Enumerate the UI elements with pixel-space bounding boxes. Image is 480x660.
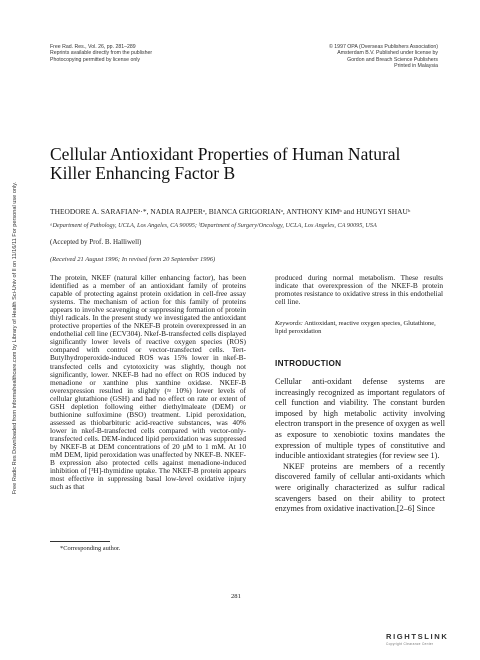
intro-paragraph: NKEF proteins are members of a recently discovered family of cellular anti-oxidants which were originally characterized as sulfur radical scavengers based on their ability to protect enzymes from oxidative inactivation.[2–6] Since	[275, 461, 445, 514]
footnote: *Corresponding author.	[60, 545, 121, 552]
photocopy-note: Photocopying permitted by license only	[50, 56, 140, 63]
keywords	[275, 320, 443, 335]
accepted-by: (Accepted by Prof. B. Halliwell)	[50, 238, 142, 246]
license-line: Amsterdam B.V. Published under license by	[337, 50, 438, 57]
publisher-line: Gordon and Breach Science Publishers	[347, 56, 438, 63]
reprints-note: Reprints available directly from the publisher	[50, 50, 153, 57]
author-list: THEODORE A. SARAFIANᵃ·*, NADIA RAJPERᵃ, BIANCA GRIGORIANᵃ, ANTHONY KIMᵇ and HUNGYI SHAUᵇ	[50, 207, 411, 216]
footnote-rule	[50, 541, 110, 542]
abstract-continued: produced during normal metabolism. These results indicate that overexpression of the NKEF-B protein promotes resistance to oxidative stress in this endothelial cell line.	[275, 273, 443, 307]
abstract-text: The protein, NKEF (natural killer enhancing factor), has been identified as a member of an antioxidant family of proteins capable of protecting against protein oxidation in cell-free assay systems. The mechanism of action for this family of proteins appears to involve scavenging or suppressing formation of protein thiyl radicals. In the present study we investigated the antioxidant protective properties of the NKEF-B protein overexpressed in an endothelial cell line (ECV304). Nkef-B-transfected cells displayed significantly lower levels of reactive oxygen species (ROS) compared with control or vector-transfected cells. Tert-Butylhydroperoxide-induced ROS was 15% lower in nkef-B-transfected cells and cytotoxicity was slightly, though not significantly, lower. NKEF-B had no effect on ROS induced by menadione or xanthine plus xanthine oxidase. NKEF-B overexpression resulted in slightly (≈ 10%) lower levels of cellular glutathione (GSH) and had no effect on rate or extent of GSH depletion following either diethylmaleate (DEM) or buthionine sulfoximine (BSO) treatment. Lipid peroxidation, assessed as thiobarbituric acid-reactive substances, was 40% lower in nkef-B-transfected cells compared with vector-only-transfected cells. DEM-induced lipid peroxidation was suppressed by NKEF-B at DEM concentrations of 20 µM to 1 mM. At 10 mM DEM, lipid peroxidation was unaffected by NKEF-B. NKEF-B expression also protected cells against menadione-induced inhibition of [³H]-thymidine uptake. The NKEF-B protein appears most effective in suppressing basal low-level oxidative injury such as that	[50, 273, 246, 492]
download-notice: Free Radic Res Downloaded from informahealthcare.com by Library of Health Sci-Univ of Il on 11/16/11 For personal use only.	[12, 181, 18, 495]
keywords-label: Keywords:	[275, 320, 303, 327]
affiliations: ᵃDepartment of Pathology, UCLA, Los Angeles, CA 90095; ᵇDepartment of Surgery/Oncology, UCLA, Los Angeles, CA 90095, USA	[50, 222, 377, 229]
section-heading-introduction: INTRODUCTION	[275, 359, 342, 368]
intro-paragraph: Cellular anti-oxidant defense systems are increasingly recognized as important regulators of cell function and viability. The constant burden imposed by high metabolic activity involving electron transport in the presence of oxygen as well as exposure to xenobiotic toxins mandates the expression of multiple types of constitutive and inducible antioxidant strategies (for review see 1).	[275, 377, 445, 461]
rightslink-label: RIGHTSLINK	[386, 632, 449, 641]
journal-info	[50, 44, 230, 63]
rightslink-sub: Copyright Clearance Center	[386, 642, 434, 646]
printed-line: Printed in Malaysia	[394, 63, 438, 70]
download-sidebar	[0, 138, 20, 538]
copyright-line: © 1997 OPA (Overseas Publishers Association)	[329, 44, 438, 50]
paper-title: Cellular Antioxidant Properties of Human Natural Killer Enhancing Factor B	[50, 144, 401, 183]
page-number: 281	[231, 593, 241, 600]
journal-citation: Free Rad. Res., Vol. 26, pp. 281–289	[50, 44, 136, 50]
introduction-body	[275, 377, 445, 515]
received-dates: (Received 21 August 1996; In revised form 20 September 1996)	[50, 256, 216, 263]
rightslink-logo[interactable]	[386, 632, 466, 652]
copyright-info	[296, 44, 438, 70]
keywords-list: Antioxidant, reactive oxygen species, Glutathione, lipid peroxidation	[275, 320, 436, 335]
